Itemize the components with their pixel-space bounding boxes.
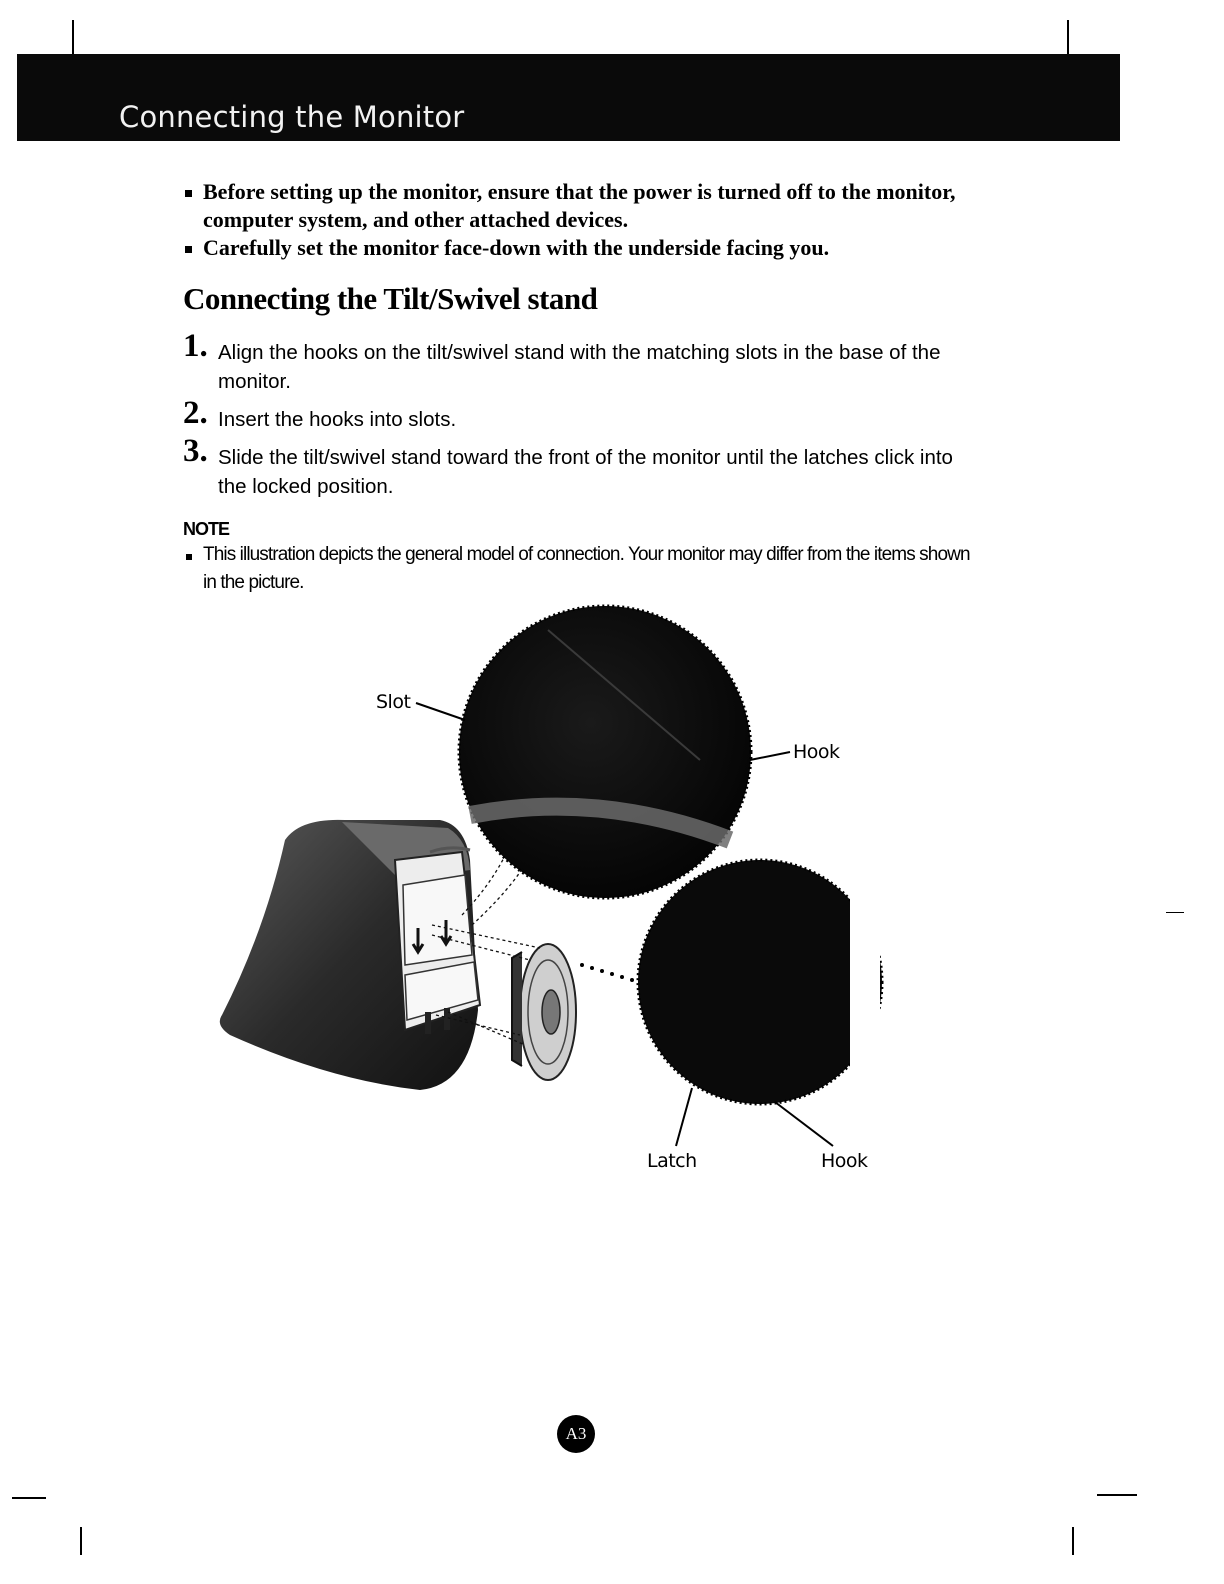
warning-bullet: Carefully set the monitor face-down with the underside facing you. <box>183 234 963 262</box>
zoom-circle-slot-hook <box>459 606 751 898</box>
slot-leader-line <box>416 703 465 720</box>
note-text: This illustration depicts the general model of connection. Your monitor may differ from the items shown in the picture. <box>183 541 973 597</box>
hook-bottom-leader-line <box>775 1102 833 1146</box>
latch-label: Latch <box>647 1150 697 1172</box>
warning-bullet: Before setting up the monitor, ensure that the power is turned off to the monitor, computer system, and other attached devices. <box>183 178 963 234</box>
slot-label: Slot <box>376 691 411 713</box>
step-text: Slide the tilt/swivel stand toward the front of the monitor until the latches click into the locked position. <box>218 446 953 498</box>
note-label: NOTE <box>183 519 230 539</box>
step-number: 3. <box>183 433 208 469</box>
step-number: 1. <box>183 328 208 364</box>
dotted-pointer <box>580 963 634 982</box>
hook-top-leader-line <box>750 752 790 760</box>
zoom-circle-latch-hook <box>638 860 882 1104</box>
latch-leader-line <box>676 1088 692 1146</box>
hook-bottom-label: Hook <box>821 1150 868 1172</box>
monitor-illustration <box>220 820 480 1090</box>
step-text: Align the hooks on the tilt/swivel stand with the matching slots in the base of the monitor. <box>218 341 941 393</box>
page-number-badge: A3 <box>557 1415 595 1453</box>
tilt-swivel-stand-illustration <box>512 944 576 1080</box>
hook-top-label: Hook <box>793 741 840 763</box>
section-title: Connecting the Tilt/Swivel stand <box>183 281 598 316</box>
page-title: Connecting the Monitor <box>119 100 465 134</box>
step-number: 2. <box>183 395 208 431</box>
step-text: Insert the hooks into slots. <box>218 408 457 431</box>
